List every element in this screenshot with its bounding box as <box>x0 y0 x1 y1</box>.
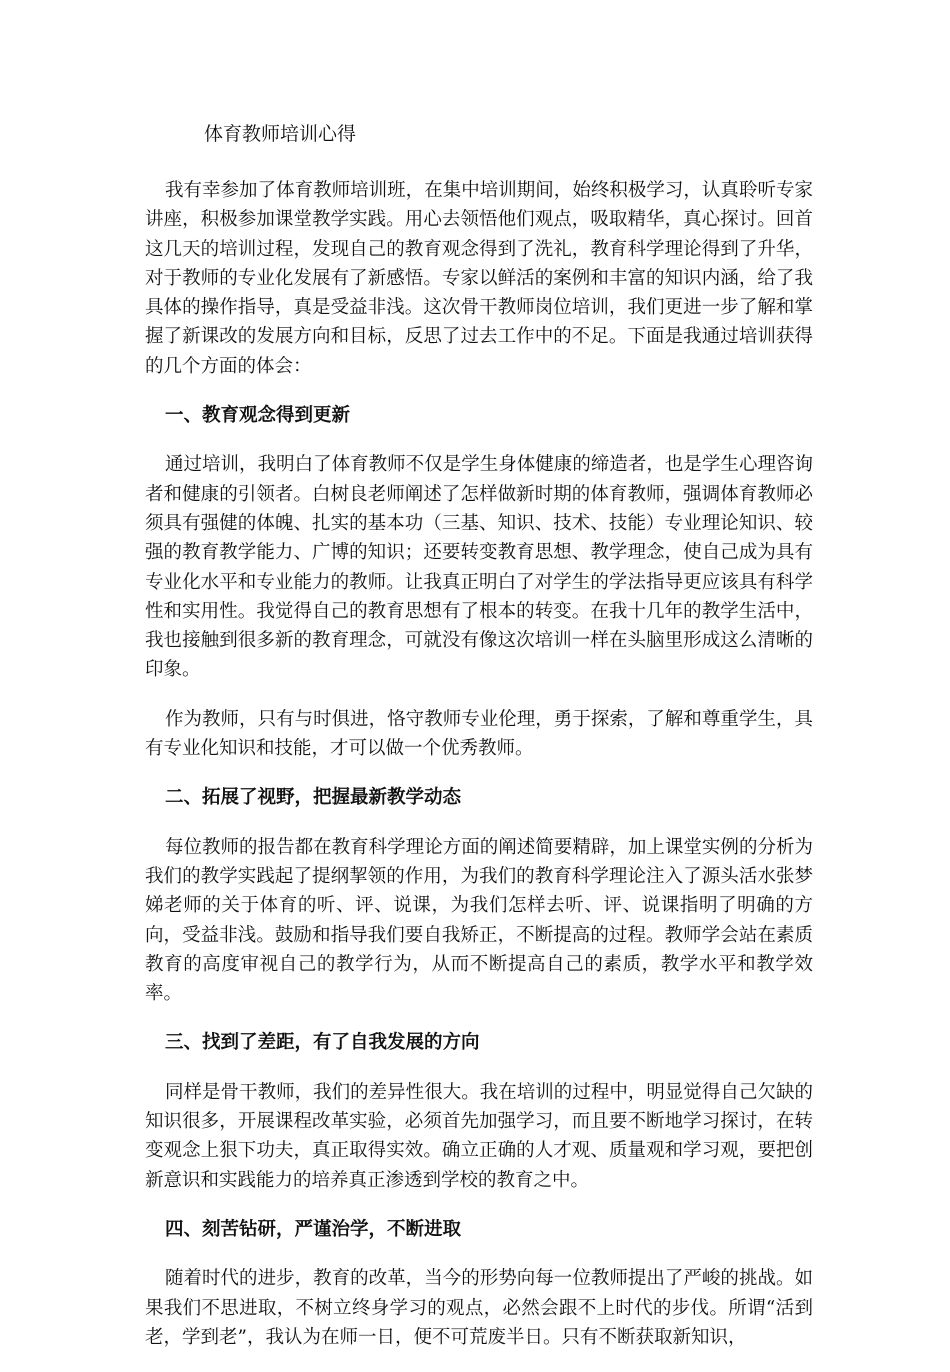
document-body <box>145 118 813 1372</box>
section-paragraph: 同样是骨干教师，我们的差异性很大。我在培训的过程中，明显觉得自己欠缺的知识很多，开展课程改革实验，必须首先加强学习，而且要不断地学习探讨，在转变观念上狠下功夫，真正取得实效。确立正确的人才观、质量观和学习观，要把创新意识和实践能力的培养真正渗透到学校的教育之中。 <box>145 1081 813 1191</box>
section-heading: 二、拓展了视野，把握最新教学动态 <box>165 787 462 809</box>
section-paragraph: 作为教师，只有与时俱进，恪守教师专业伦理，勇于探索，了解和尊重学生，具有专业化知识和技能，才可以做一个优秀教师。 <box>145 708 813 760</box>
section-heading: 三、找到了差距，有了自我发展的方向 <box>165 1032 480 1054</box>
section-paragraph: 通过培训，我明白了体育教师不仅是学生身体健康的缔造者，也是学生心理咨询者和健康的引领者。白树良老师阐述了怎样做新时期的体育教师，强调体育教师必须具有强健的体魄、扎实的基本功（三基、知识、技术、技能）专业理论知识、较强的教育教学能力、广博的知识；还要转变教育思想、教学理念，使自己成为具有专业化水平和专业能力的教师。让我真正明白了对学生的学法指导更应该具有科学性和实用性。我觉得自己的教育思想有了根本的转变。在我十几年的教学生活中，我也接触到很多新的教育理念，可就没有像这次培训一样在头脑里形成这么清晰的印象。 <box>145 454 813 681</box>
section-heading: 一、教育观念得到更新 <box>165 405 351 427</box>
intro-paragraph: 我有幸参加了体育教师培训班，在集中培训期间，始终积极学习，认真聆听专家讲座，积极参加课堂教学实践。用心去领悟他们观点，吸取精华，真心探讨。回首这几天的培训过程，发现自己的教育观念得到了洗礼，教育科学理论得到了升华，对于教师的专业化发展有了新感悟。专家以鲜活的案例和丰富的知识内涵，给了我具体的操作指导，真是受益非浅。这次骨干教师岗位培训，我们更进一步了解和掌握了新课改的发展方向和目标，反思了过去工作中的不足。下面是我通过培训获得的几个方面的体会： <box>145 180 813 377</box>
section-paragraph: 随着时代的进步，教育的改革，当今的形势向每一位教师提出了严峻的挑战。如果我们不思进取，不树立终身学习的观点，必然会跟不上时代的步伐。所谓“活到老，学到老”，我认为在师一日，便不可荒废半日。只有不断获取新知识， <box>145 1268 813 1348</box>
document-title: 体育教师培训心得 <box>204 123 357 145</box>
section-heading: 四、刻苦钻研，严谨治学，不断进取 <box>165 1218 462 1240</box>
section-paragraph: 每位教师的报告都在教育科学理论方面的阐述简要精辟，加上课堂实例的分析为我们的教学实践起了提纲挈领的作用，为我们的教育科学理论注入了源头活水张梦娣老师的关于体育的听、评、说课，为我们怎样去听、评、说课指明了明确的方向，受益非浅。鼓励和指导我们要自我矫正，不断提高的过程。教师学会站在素质教育的高度审视自己的教学行为，从而不断提高自己的素质，教学水平和教学效率。 <box>145 836 813 1005</box>
